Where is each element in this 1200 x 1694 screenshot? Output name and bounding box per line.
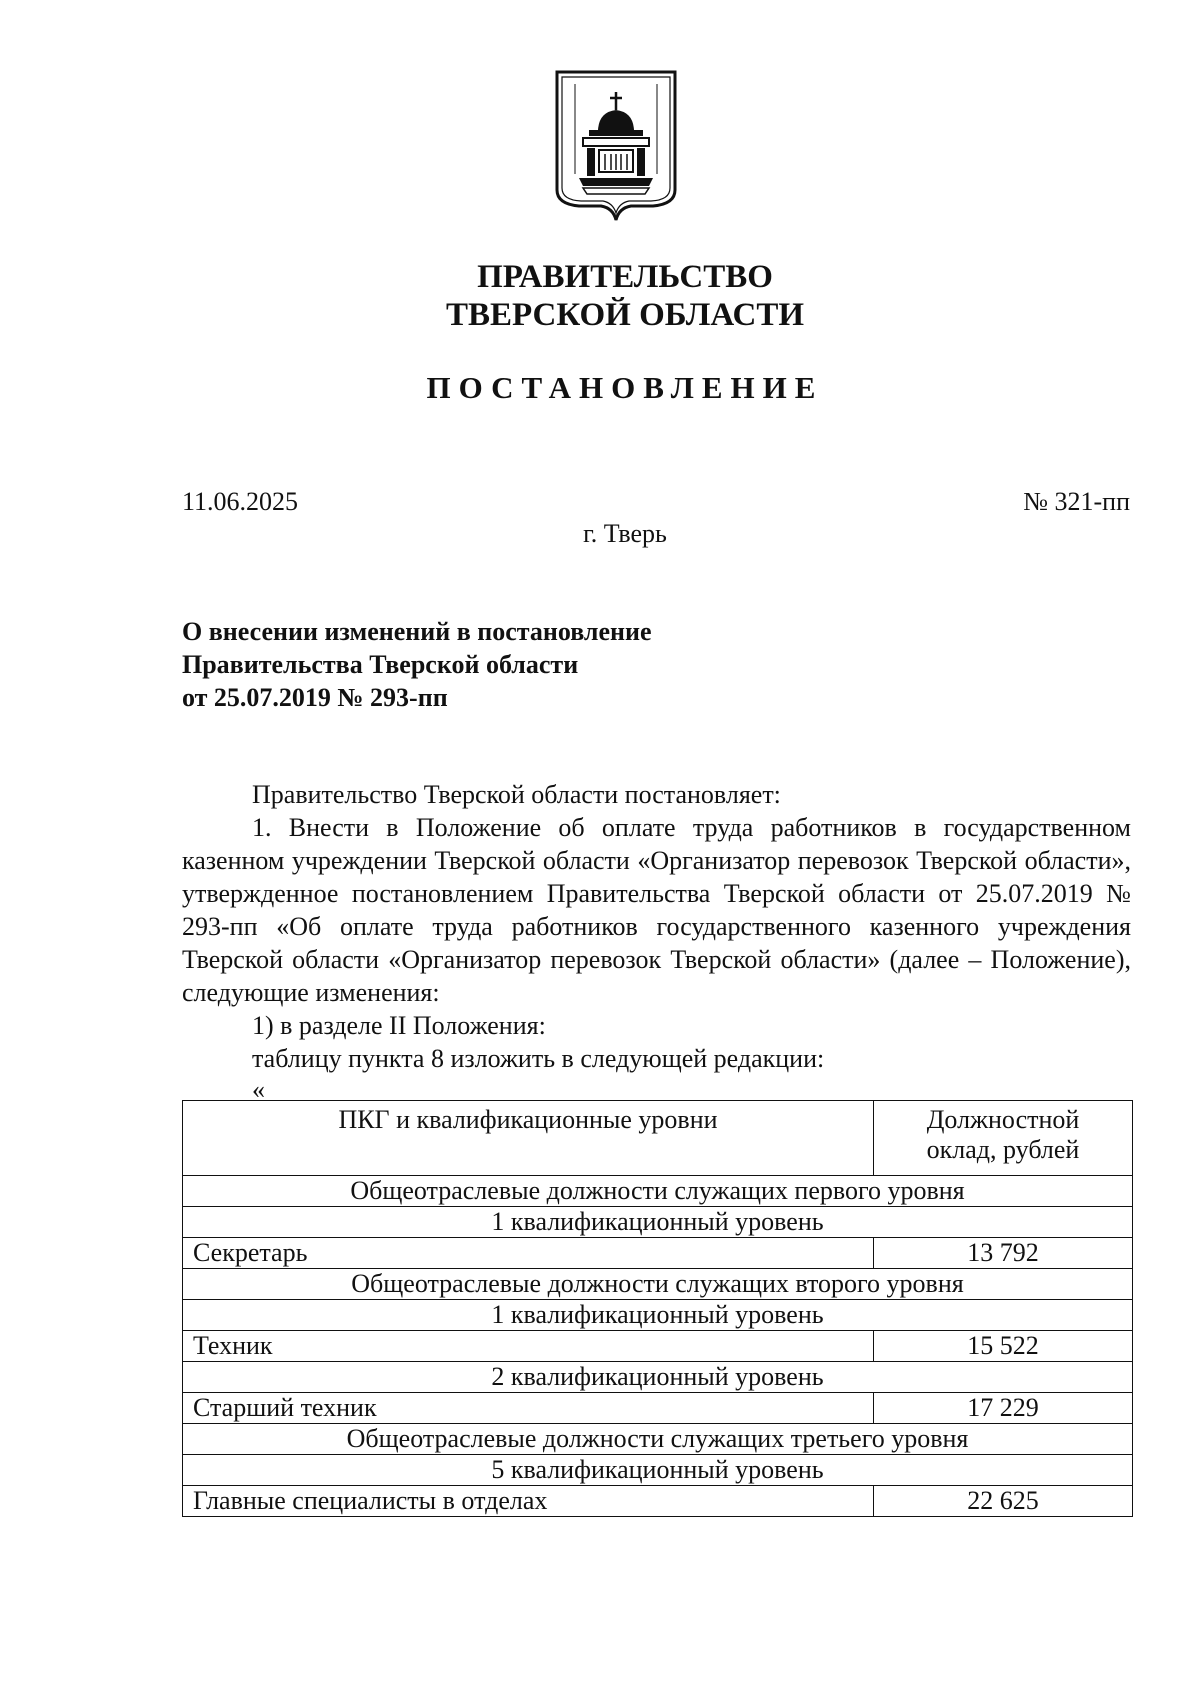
government-title-line2: ТВЕРСКОЙ ОБЛАСТИ — [445, 297, 805, 333]
header-salary-line2: оклад, рублей — [926, 1135, 1080, 1164]
subject-line2: Правительства Тверской области — [182, 650, 579, 679]
salary-value-cell: 22 625 — [874, 1486, 1133, 1517]
document-number: № 321-пп — [1023, 487, 1130, 516]
position-name-cell: Главные специалисты в отделах — [183, 1486, 874, 1517]
header-name-cell: ПКГ и квалификационные уровни — [183, 1101, 874, 1176]
group-cell: 1 квалификационный уровень — [183, 1207, 1133, 1238]
header-salary-line1: Должностной — [926, 1105, 1080, 1134]
government-title-line1: ПРАВИТЕЛЬСТВО — [477, 259, 773, 295]
subject-line1: О внесении изменений в постановление — [182, 617, 652, 646]
table-group-row — [183, 1269, 1133, 1300]
item-1-paragraph: 1. Внести в Положение об оплате труда работников в государственном казенном учреждении Тверской области «Организатор перевозок Тверской области», утвержденное постановлением Правительства Тверской области от 25.07.2019 № 293-пп «Об оплате труда работников государственного казенного учреждения Тверской области «Организатор перевозок Тверской области» (далее – Положение), следующие изменения: — [182, 813, 1131, 1007]
table-group-row — [183, 1300, 1133, 1331]
salary-value-cell: 13 792 — [874, 1238, 1133, 1269]
tver-coat-of-arms-icon — [553, 70, 679, 222]
table-group-row — [183, 1455, 1133, 1486]
preamble: Правительство Тверской области постановляет: — [252, 780, 781, 809]
salary-table — [182, 1100, 1133, 1517]
table-row — [183, 1393, 1133, 1424]
group-cell: Общеотраслевые должности служащих второго уровня — [183, 1269, 1133, 1300]
salary-value-cell: 17 229 — [874, 1393, 1133, 1424]
table-header-row — [183, 1101, 1133, 1176]
document-date: 11.06.2025 — [182, 487, 299, 516]
document-body — [182, 778, 1131, 1103]
table-group-row — [183, 1207, 1133, 1238]
table-group-row — [183, 1176, 1133, 1207]
document-type: ПОСТАНОВЛЕНИЕ — [426, 370, 824, 405]
table-row — [183, 1486, 1133, 1517]
document-subject — [182, 615, 652, 714]
position-name-cell: Старший техник — [183, 1393, 874, 1424]
quote-open-mark: « — [252, 1075, 265, 1104]
position-name-cell: Техник — [183, 1331, 874, 1362]
table-row — [183, 1238, 1133, 1269]
position-name-cell: Секретарь — [183, 1238, 874, 1269]
group-cell: Общеотраслевые должности служащих третьего уровня — [183, 1424, 1133, 1455]
document-city: г. Тверь — [583, 519, 667, 548]
group-cell: 2 квалификационный уровень — [183, 1362, 1133, 1393]
group-cell: 1 квалификационный уровень — [183, 1300, 1133, 1331]
subitem-1: 1) в разделе II Положения: — [252, 1011, 546, 1040]
table-group-row — [183, 1424, 1133, 1455]
table-row — [183, 1331, 1133, 1362]
header-salary-cell — [874, 1101, 1133, 1176]
subitem-1-text: таблицу пункта 8 изложить в следующей редакции: — [252, 1044, 825, 1073]
table-group-row — [183, 1362, 1133, 1393]
group-cell: Общеотраслевые должности служащих первого уровня — [183, 1176, 1133, 1207]
group-cell: 5 квалификационный уровень — [183, 1455, 1133, 1486]
subject-line3: от 25.07.2019 № 293-пп — [182, 683, 448, 712]
salary-value-cell: 15 522 — [874, 1331, 1133, 1362]
